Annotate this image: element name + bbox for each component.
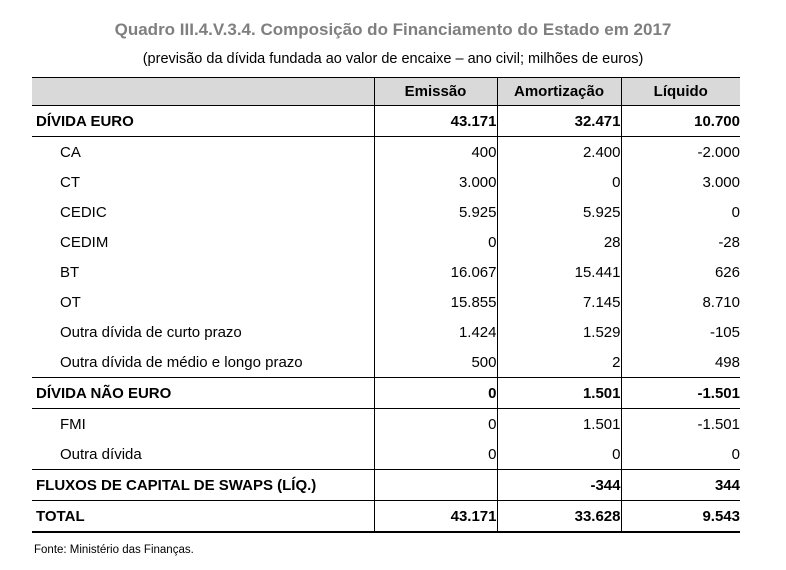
row-label: CEDIM xyxy=(60,233,109,251)
cell-liquido: 344 xyxy=(621,470,740,501)
cell-emissao: 3.000 xyxy=(374,167,497,197)
table-row xyxy=(32,501,740,533)
row-label: CEDIC xyxy=(60,203,107,221)
table-subtitle: (previsão da dívida fundada ao valor de encaixe – ano civil; milhões de euros) xyxy=(142,51,644,67)
row-label: Outra dívida xyxy=(60,445,142,463)
table-row xyxy=(32,287,740,317)
cell-emissao xyxy=(374,470,497,501)
cell-emissao: 0 xyxy=(374,439,497,470)
cell-amortizacao: 2.400 xyxy=(497,137,621,168)
row-label: BT xyxy=(60,263,80,281)
cell-liquido: 0 xyxy=(621,439,740,470)
cell-emissao: 500 xyxy=(374,347,497,378)
cell-liquido: 3.000 xyxy=(621,167,740,197)
header-amortizacao: Amortização xyxy=(497,78,621,106)
row-label: FLUXOS DE CAPITAL DE SWAPS (LÍQ.) xyxy=(32,470,374,501)
table-row xyxy=(32,227,740,257)
cell-liquido: 0 xyxy=(621,197,740,227)
table-row xyxy=(32,439,740,470)
financing-table xyxy=(32,77,740,533)
row-label: Outra dívida de curto prazo xyxy=(60,323,242,341)
table-body xyxy=(32,106,740,533)
cell-emissao: 15.855 xyxy=(374,287,497,317)
cell-liquido: -2.000 xyxy=(621,137,740,168)
cell-liquido: -1.501 xyxy=(621,409,740,440)
header-liquido: Líquido xyxy=(621,78,740,106)
row-label: CA xyxy=(60,143,81,161)
header-label xyxy=(32,78,374,106)
cell-liquido: 8.710 xyxy=(621,287,740,317)
cell-amortizacao: 15.441 xyxy=(497,257,621,287)
cell-liquido: 498 xyxy=(621,347,740,378)
cell-amortizacao: 0 xyxy=(497,167,621,197)
row-label: Outra dívida de médio e longo prazo xyxy=(60,353,303,371)
row-label: FMI xyxy=(60,415,86,433)
cell-amortizacao: 2 xyxy=(497,347,621,378)
cell-liquido: -105 xyxy=(621,317,740,347)
cell-emissao: 5.925 xyxy=(374,197,497,227)
cell-amortizacao: 1.501 xyxy=(497,409,621,440)
cell-amortizacao: 5.925 xyxy=(497,197,621,227)
cell-amortizacao: 1.501 xyxy=(497,378,621,409)
row-label: DÍVIDA EURO xyxy=(32,106,374,137)
table-row xyxy=(32,409,740,440)
table-title: Quadro III.4.V.3.4. Composição do Financiamento do Estado em 2017 xyxy=(114,20,672,39)
cell-amortizacao: 0 xyxy=(497,439,621,470)
cell-amortizacao: 1.529 xyxy=(497,317,621,347)
cell-amortizacao: 7.145 xyxy=(497,287,621,317)
cell-liquido: -1.501 xyxy=(621,378,740,409)
cell-emissao: 43.171 xyxy=(374,501,497,533)
cell-emissao: 400 xyxy=(374,137,497,168)
table-row xyxy=(32,378,740,409)
table-row xyxy=(32,197,740,227)
cell-emissao: 43.171 xyxy=(374,106,497,137)
row-label: DÍVIDA NÃO EURO xyxy=(32,378,374,409)
cell-amortizacao: 33.628 xyxy=(497,501,621,533)
cell-amortizacao: 32.471 xyxy=(497,106,621,137)
table-row xyxy=(32,137,740,168)
table-row xyxy=(32,106,740,137)
cell-amortizacao: -344 xyxy=(497,470,621,501)
source-note: Fonte: Ministério das Finanças. xyxy=(34,544,194,556)
row-label: TOTAL xyxy=(32,501,374,533)
cell-emissao: 0 xyxy=(374,227,497,257)
cell-emissao: 1.424 xyxy=(374,317,497,347)
table-row xyxy=(32,167,740,197)
cell-liquido: 9.543 xyxy=(621,501,740,533)
table-row xyxy=(32,257,740,287)
header-emissao: Emissão xyxy=(374,78,497,106)
table-row xyxy=(32,347,740,378)
cell-liquido: 626 xyxy=(621,257,740,287)
cell-emissao: 16.067 xyxy=(374,257,497,287)
cell-liquido: -28 xyxy=(621,227,740,257)
cell-emissao: 0 xyxy=(374,409,497,440)
table-row xyxy=(32,470,740,501)
table-row xyxy=(32,317,740,347)
cell-emissao: 0 xyxy=(374,378,497,409)
row-label: CT xyxy=(60,173,80,191)
header-row xyxy=(32,78,740,106)
cell-amortizacao: 28 xyxy=(497,227,621,257)
row-label: OT xyxy=(60,293,81,311)
cell-liquido: 10.700 xyxy=(621,106,740,137)
